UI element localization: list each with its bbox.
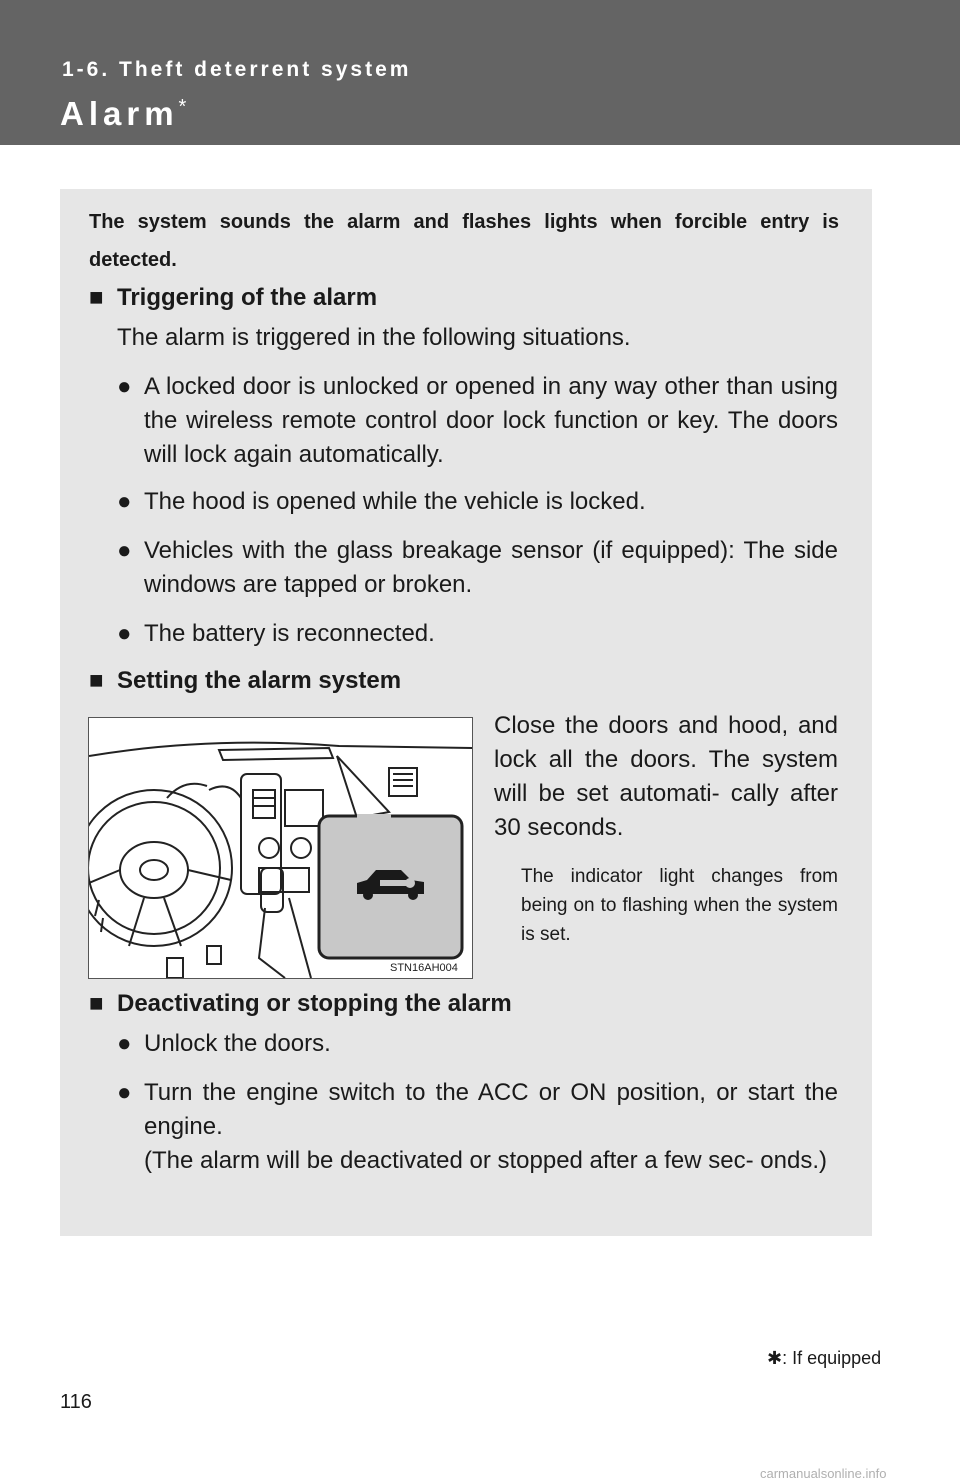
list-item <box>117 370 838 472</box>
page-number: 116 <box>60 1391 92 1413</box>
watermark: carmanualsonline.info <box>760 1466 887 1481</box>
bullet-icon: ● <box>117 620 132 647</box>
footnote-text: : If equipped <box>782 1348 882 1368</box>
heading-deactivating <box>89 990 512 1018</box>
bullet-icon: ● <box>117 1079 132 1106</box>
setting-note: The indicator light changes from being on to flashing when the system is set. <box>521 866 838 945</box>
footnote <box>767 1348 881 1369</box>
bullet-icon: ● <box>117 1030 132 1057</box>
list-item-continuation <box>117 1144 838 1178</box>
list-item-text: Vehicles with the glass breakage sensor (if equipped): The side windows are tapped or broken. <box>144 537 838 598</box>
bullet-icon: ● <box>117 488 132 515</box>
heading-deactivating-text: Deactivating or stopping the alarm <box>117 990 512 1017</box>
heading-setting <box>89 667 401 695</box>
intro-text: The system sounds the alarm and flashes lights when forcible entry is detected. <box>89 211 839 271</box>
heading-square-icon: ■ <box>89 667 104 694</box>
heading-triggering-text: Triggering of the alarm <box>117 284 378 311</box>
heading-triggering <box>89 284 377 312</box>
list-item <box>117 1027 838 1061</box>
footnote-star-icon: ✱ <box>767 1348 783 1368</box>
bullet-icon: ● <box>117 373 132 400</box>
page-header <box>0 0 960 145</box>
list-item-text: (The alarm will be deactivated or stopped after a few sec- onds.) <box>144 1147 827 1174</box>
dashboard-illustration <box>89 718 472 978</box>
heading-square-icon: ■ <box>89 990 104 1017</box>
heading-square-icon: ■ <box>89 284 104 311</box>
list-item <box>117 1076 838 1144</box>
list-item <box>117 617 838 651</box>
list-item-text: A locked door is unlocked or opened in any way other than using the wireless remote control door lock function or key. The doors will lock again automatically. <box>144 373 838 468</box>
list-item-text: Turn the engine switch to the ACC or ON position, or start the engine. <box>144 1079 838 1140</box>
figure-code: STN16AH004 <box>390 962 458 974</box>
title-footnote-marker: * <box>178 96 187 118</box>
section-label: 1-6. Theft deterrent system <box>62 58 412 81</box>
setting-instruction: Close the doors and hood, and lock all the doors. The system will be set automati- cally after 30 seconds. <box>494 712 838 841</box>
heading-setting-text: Setting the alarm system <box>117 667 402 694</box>
page-title-text: Alarm <box>60 95 179 132</box>
bullet-icon: ● <box>117 537 132 564</box>
triggering-description: The alarm is triggered in the following situations. <box>117 324 631 351</box>
page-title <box>60 95 186 133</box>
list-item-text: The hood is opened while the vehicle is locked. <box>144 488 646 515</box>
list-item <box>117 534 838 602</box>
list-item <box>117 485 838 519</box>
list-item-text: The battery is reconnected. <box>144 620 435 647</box>
list-item-text: Unlock the doors. <box>144 1030 331 1057</box>
dashboard-figure <box>88 717 473 979</box>
